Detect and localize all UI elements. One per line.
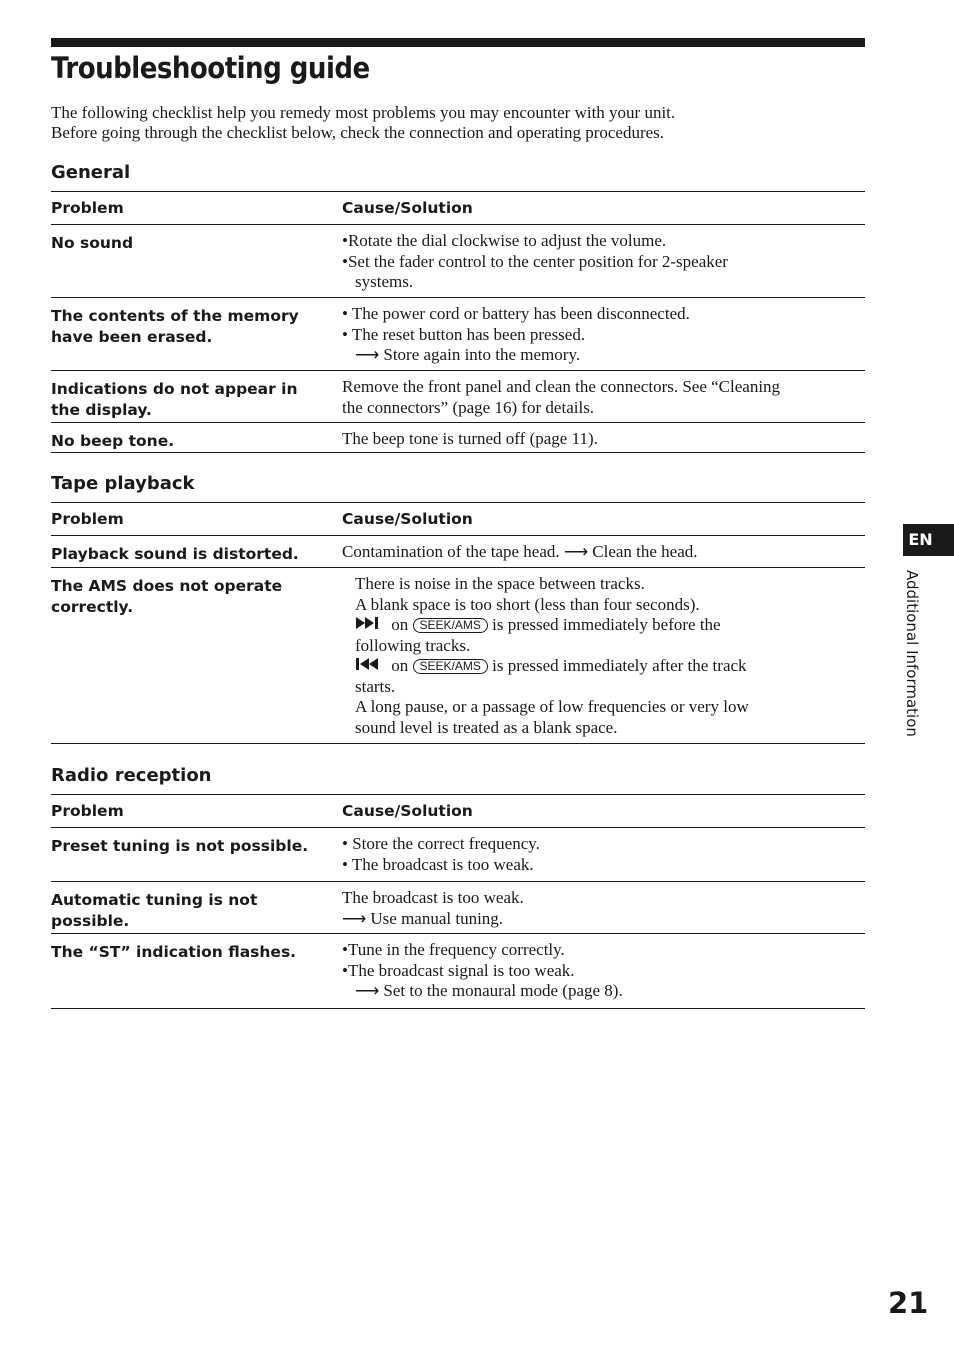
problem-column-header: Problem xyxy=(51,510,124,528)
section-heading-tape: Tape playback xyxy=(51,473,195,494)
solution-cell xyxy=(342,377,865,417)
problem-cell xyxy=(51,429,342,450)
solution-line: Remove the front panel and clean the connectors. See “Cleaning xyxy=(342,377,781,396)
table-row xyxy=(51,934,865,1009)
problem-cell xyxy=(51,542,342,563)
radio-table xyxy=(51,794,865,1009)
solution-text: Set to the monaural mode (page 8). xyxy=(383,981,623,1000)
solution-line: • The broadcast is too weak. xyxy=(342,854,534,874)
problem-text: have been erased. xyxy=(51,327,213,346)
cause-column-header: Cause/Solution xyxy=(342,199,473,217)
solution-text: Contamination of the tape head. xyxy=(342,542,560,561)
solution-text: Use manual tuning. xyxy=(370,908,504,928)
section-side-label-text: Additional Information xyxy=(903,570,921,737)
table-row xyxy=(51,536,865,568)
page-number: 21 xyxy=(888,1286,929,1320)
problem-column-header: Problem xyxy=(51,802,124,820)
section-side-label xyxy=(899,570,923,770)
page-title: Troubleshooting guide xyxy=(51,51,370,85)
radio-section xyxy=(51,766,865,1009)
solution-line: •Rotate the dial clockwise to adjust the volume. xyxy=(342,231,667,250)
problem-text: No beep tone. xyxy=(51,432,175,450)
problem-cell xyxy=(51,574,342,735)
solution-cell xyxy=(342,940,865,1000)
problem-text: the display. xyxy=(51,400,152,419)
solution-line: •Tune in the frequency correctly. xyxy=(342,940,565,959)
solution-line xyxy=(342,345,865,366)
solution-line xyxy=(342,981,865,1002)
cause-column-header: Cause/Solution xyxy=(342,510,473,528)
problem-cell xyxy=(51,888,342,930)
solution-text: on xyxy=(391,615,409,634)
solution-line: There is noise in the space between tracks. xyxy=(355,574,645,593)
general-table xyxy=(51,191,865,453)
problem-text: correctly. xyxy=(51,597,134,616)
table-row xyxy=(51,371,865,423)
table-header xyxy=(51,795,865,828)
intro-paragraph xyxy=(51,103,851,143)
arrow-right-icon: ⟶ xyxy=(563,542,589,561)
solution-line: • The power cord or battery has been disconnected. xyxy=(342,304,690,323)
arrow-right-icon: ⟶ xyxy=(355,345,380,364)
table-row xyxy=(51,423,865,453)
solution-line: systems. xyxy=(355,272,414,291)
problem-text: No sound xyxy=(51,234,134,252)
solution-line xyxy=(342,909,865,930)
arrow-right-icon: ⟶ xyxy=(342,908,367,928)
section-heading-radio: Radio reception xyxy=(51,765,212,786)
solution-cell xyxy=(342,834,865,873)
solution-text: Clean the head. xyxy=(592,542,698,561)
solution-line: •The broadcast signal is too weak. xyxy=(342,960,575,980)
language-tab: EN xyxy=(903,524,954,556)
solution-line: • The reset button has been pressed. xyxy=(342,324,586,344)
table-row xyxy=(51,882,865,934)
seek-ams-button-label: SEEK/AMS xyxy=(413,618,488,633)
tape-section xyxy=(51,474,865,744)
general-section xyxy=(51,163,865,453)
solution-line xyxy=(355,656,865,677)
problem-text: Indications do not appear in xyxy=(51,380,298,398)
solution-line: The beep tone is turned off (page 11). xyxy=(342,429,598,448)
solution-line xyxy=(342,542,865,563)
problem-cell xyxy=(51,304,342,362)
solution-cell xyxy=(342,574,865,735)
table-header xyxy=(51,192,865,225)
solution-line: A long pause, or a passage of low frequencies or very low xyxy=(355,697,749,716)
problem-cell xyxy=(51,377,342,419)
table-header xyxy=(51,503,865,536)
solution-line: The broadcast is too weak. xyxy=(342,888,524,907)
solution-line: the connectors” (page 16) for details. xyxy=(342,397,595,417)
solution-text: is pressed immediately before the xyxy=(492,615,721,634)
problem-text: The AMS does not operate xyxy=(51,577,283,595)
previous-track-icon xyxy=(355,656,387,677)
solution-line: sound level is treated as a blank space. xyxy=(355,717,618,737)
solution-text: is pressed immediately after the track xyxy=(492,656,747,675)
problem-text: Playback sound is distorted. xyxy=(51,545,299,563)
problem-text: possible. xyxy=(51,911,130,930)
solution-text: Store again into the memory. xyxy=(383,345,581,364)
problem-column-header: Problem xyxy=(51,199,124,217)
table-row xyxy=(51,828,865,882)
solution-cell xyxy=(342,304,865,362)
solution-line xyxy=(355,615,865,636)
problem-text: Automatic tuning is not xyxy=(51,891,258,909)
intro-line: Before going through the checklist below, check the connection and operating procedures. xyxy=(51,123,665,142)
intro-line: The following checklist help you remedy most problems you may encounter with your unit. xyxy=(51,103,676,122)
arrow-right-icon: ⟶ xyxy=(355,981,380,1000)
solution-cell xyxy=(342,888,865,928)
problem-cell xyxy=(51,940,342,1000)
tape-table xyxy=(51,502,865,744)
problem-text: Preset tuning is not possible. xyxy=(51,837,309,855)
solution-line: •Set the fader control to the center position for 2-speaker xyxy=(342,251,728,271)
problem-cell xyxy=(51,231,342,289)
seek-ams-button-label: SEEK/AMS xyxy=(413,659,488,674)
problem-text: The “ST” indication flashes. xyxy=(51,943,297,961)
solution-cell xyxy=(342,542,865,559)
section-heading-general: General xyxy=(51,162,131,183)
solution-line: following tracks. xyxy=(355,635,471,655)
title-rule xyxy=(51,38,865,47)
next-track-icon xyxy=(355,615,387,636)
solution-cell xyxy=(342,429,865,448)
cause-column-header: Cause/Solution xyxy=(342,802,473,820)
problem-text: The contents of the memory xyxy=(51,307,299,325)
table-row xyxy=(51,568,865,744)
solution-text: on xyxy=(391,656,409,675)
table-row xyxy=(51,225,865,298)
table-row xyxy=(51,298,865,371)
solution-line: A blank space is too short (less than four seconds). xyxy=(355,594,700,614)
problem-cell xyxy=(51,834,342,873)
solution-line: • Store the correct frequency. xyxy=(342,834,540,853)
solution-cell xyxy=(342,231,865,289)
solution-line: starts. xyxy=(355,676,396,696)
